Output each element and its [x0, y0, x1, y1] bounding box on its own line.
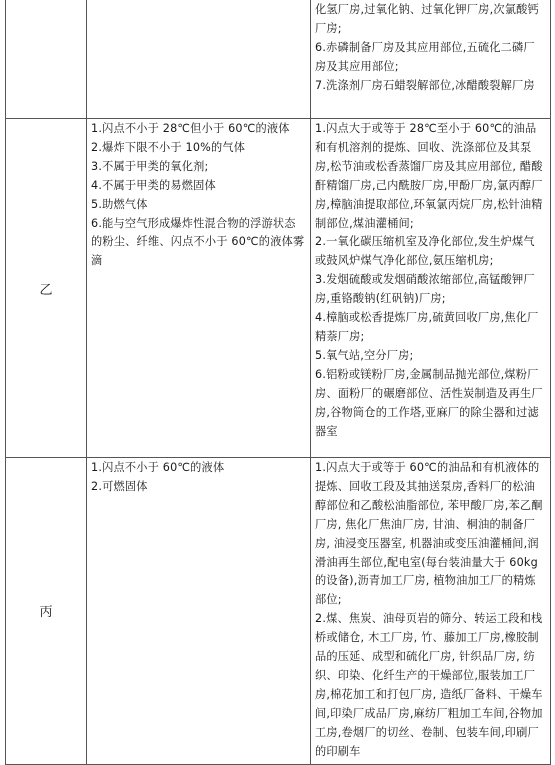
example-item: 6.铝粉或镁粉厂房,金属制品抛光部位,煤粉厂房、面粉厂的碾磨部位、活性炭制造及再生厂房,谷物筒仓的工作塔,亚麻厂的除尘器和过滤器室 — [315, 367, 543, 438]
characteristic-item: 1.闪点不小于 60℃的液体 — [91, 461, 225, 474]
characteristic-item: 3.不属于甲类的氧化剂; — [91, 159, 209, 173]
category-cell — [6, 0, 87, 119]
characteristic-item: 4.不属于甲类的易燃固体 — [91, 178, 216, 192]
example-item: 化氢厂房,过氧化钠、过氧化钾厂房,次氯酸钙厂房; — [315, 3, 539, 35]
characteristic-item: 5.助燃气体 — [91, 197, 148, 211]
characteristic-item: 1.闪点不小于 28℃但小于 60℃的液体 — [91, 122, 290, 135]
example-item: 2.一氧化碳压缩机室及净化部位,发生炉煤气或鼓风炉煤气净化部位,氨压缩机房; — [315, 235, 535, 268]
examples-cell — [311, 458, 551, 765]
category-label: 丙 — [39, 605, 53, 621]
characteristic-item: 2.爆炸下限不小于 10%的气体 — [91, 140, 246, 154]
examples-cell — [311, 119, 551, 458]
example-item: 7.洗涤剂厂房石蜡裂解部位,冰醋酸裂解厂房 — [315, 78, 535, 92]
examples-cell — [311, 0, 551, 119]
category-label: 乙 — [39, 282, 53, 298]
example-item: 5.氧气站,空分厂房; — [315, 348, 414, 362]
characteristics-cell — [87, 0, 311, 119]
fire-hazard-classification-table — [5, 0, 551, 765]
characteristics-cell — [87, 458, 311, 765]
characteristic-item: 2.可燃固体 — [91, 479, 148, 493]
example-item: 1.闪点大于或等于 28℃至小于 60℃的油品和有机溶剂的提炼、回收、洗涤部位及其泵房,松节油或松香蒸馏厂房及其应用部位, 醋酸酐精馏厂房,己内酰胺厂房,甲酚厂房,氯丙醇厂房,樟脑油提取部位,环氧氯丙烷厂房,松针油精制部位,煤油灌桶间; — [315, 122, 543, 230]
example-item: 2.煤、焦炭、油母页岩的筛分、转运工段和栈桥或储仓, 木工厂房, 竹、藤加工厂房,橡胶制品的压延、成型和硫化厂房, 针织品厂房, 纺织、印染、化纤生产的干燥部位,服装加工厂房,棉花加工和打包厂房, 造纸厂备料、干燥车间,印染厂成品厂房,麻纺厂粗加工车间,谷物加工房,卷烟厂的切丝、卷制、包装车间,印刷厂的印刷车 — [315, 612, 543, 758]
example-item: 3.发烟硫酸或发烟硝酸浓缩部位,高锰酸钾厂房,重铬酸钠(红矾钠)厂房; — [315, 273, 535, 306]
table-row-continued — [6, 0, 551, 119]
table-row-class-yi — [6, 119, 551, 458]
characteristics-cell — [87, 119, 311, 458]
example-item: 6.赤磷制备厂房及其应用部位,五硫化二磷厂房及其应用部位; — [315, 40, 535, 73]
category-cell — [6, 119, 87, 458]
table-row-class-bing — [6, 458, 551, 765]
category-cell — [6, 458, 87, 765]
characteristic-item: 6.能与空气形成爆炸性混合物的浮游状态的粉尘、纤维、闪点不小于 60℃的液体雾滴 — [91, 216, 305, 268]
example-item: 4.樟脑或松香提炼厂房,硫黄回收厂房,焦化厂精萘厂房; — [315, 311, 539, 343]
example-item: 1.闪点大于或等于 60℃的油品和有机液体的提炼、回收工段及其抽送泵房,香料厂的松油醇部位和乙酸松油脂部位, 苯甲酸厂房,苯乙酮厂房, 焦化厂焦油厂房, 甘油、桐油的制备厂房, 油浸变压器室, 机器油或变压油灌桶间,润滑油再生部位,配电室(每台装油量大于 60kg 的设备),沥青加工厂房, 植物油加工厂的精炼部位; — [315, 461, 543, 607]
